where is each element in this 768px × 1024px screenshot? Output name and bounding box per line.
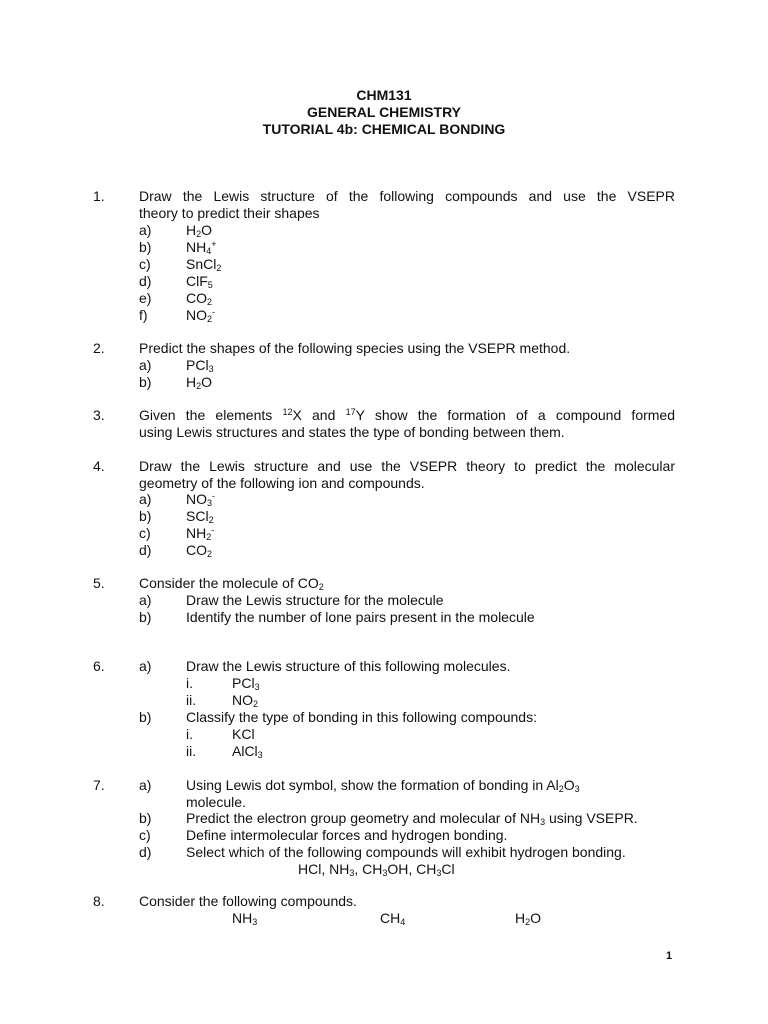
item-text: Classify the type of bonding in this following compounds:: [186, 709, 537, 725]
formula: $CO_2$: [186, 542, 213, 559]
item-label: d): [139, 273, 152, 289]
question-number: 8.: [93, 893, 105, 909]
item-text: Select which of the following compounds will exhibit hydrogen bonding.: [186, 844, 626, 860]
formula: $NH_4^+$: [186, 239, 217, 256]
formula: $NO_3^-$: [186, 491, 216, 508]
subitem-label: ii.: [186, 743, 197, 759]
item-label: a): [139, 491, 152, 507]
item-label: a): [139, 777, 152, 793]
item-label: a): [139, 658, 152, 674]
item-label: c): [139, 256, 151, 272]
item-label: a): [139, 222, 152, 238]
formula: $NO_2$: [232, 692, 259, 709]
formula: AlCl$_3$: [232, 743, 263, 760]
question-number: 4.: [93, 458, 105, 474]
item-label: b): [139, 508, 152, 524]
item-label: b): [139, 374, 152, 390]
item-text: Draw the Lewis structure for the molecule: [186, 592, 444, 608]
tutorial-title: TUTORIAL 4b: CHEMICAL BONDING: [262, 121, 506, 137]
item-text: Define intermolecular forces and hydrogen bonding.: [186, 827, 508, 843]
formula: $H_2O$: [515, 910, 542, 927]
item-text: Predict the electron group geometry and molecular of $NH_3$ using VSEPR.: [186, 810, 638, 827]
item-text: Using Lewis dot symbol, show the formation of bonding in $Al_2O_3$: [186, 777, 580, 794]
item-label: b): [139, 239, 152, 255]
item-label: b): [139, 609, 152, 625]
formula: $CH_4$: [380, 910, 406, 927]
formula: SCl$_2$: [186, 508, 214, 525]
item-text: Draw the Lewis structure of this following molecules.: [186, 658, 511, 674]
formula: PCl$_3$: [232, 675, 260, 692]
item-label: d): [139, 542, 152, 558]
question-number: 6.: [93, 658, 105, 674]
formula: ClF$_5$: [186, 273, 213, 290]
item-label: a): [139, 357, 152, 373]
item-label: c): [139, 525, 151, 541]
formula: $NH_3$: [232, 910, 258, 927]
formula: $NO_2^-$: [186, 307, 216, 324]
question-text: theory to predict their shapes: [139, 205, 320, 221]
compound-list: HCl, $NH_3$, $CH_3OH$, $CH_3Cl$: [298, 861, 455, 878]
subitem-label: i.: [186, 675, 193, 691]
subitem-label: i.: [186, 726, 193, 742]
item-label: f): [139, 307, 148, 323]
formula: $H_2O$: [186, 374, 213, 391]
item-text: Identify the number of lone pairs present in the molecule: [186, 609, 535, 625]
question-text: geometry of the following ion and compounds.: [139, 475, 425, 491]
question-text: Consider the following compounds.: [139, 893, 357, 909]
formula: PCl$_3$: [186, 357, 214, 374]
formula: $NH_2^-$: [186, 525, 215, 542]
item-label: d): [139, 844, 152, 860]
question-text: Draw the Lewis structure of the following compounds and use the VSEPR: [139, 188, 675, 204]
item-label: a): [139, 592, 152, 608]
formula: $H_2O$: [186, 222, 213, 239]
question-text: Given the elements $^{12}$X and $^{17}$Y show the formation of a compound formed: [139, 407, 676, 423]
question-text: Draw the Lewis structure and use the VSEPR theory to predict the molecular: [139, 458, 675, 474]
question-number: 2.: [93, 340, 105, 356]
subitem-label: ii.: [186, 692, 197, 708]
question-number: 3.: [93, 407, 105, 423]
question-text: using Lewis structures and states the type of bonding between them.: [139, 424, 565, 440]
question-number: 7.: [93, 777, 105, 793]
course-code: CHM131: [356, 87, 412, 103]
question-text: Predict the shapes of the following species using the VSEPR method.: [139, 340, 571, 356]
question-number: 1.: [93, 188, 105, 204]
item-label: e): [139, 290, 152, 306]
question-text: Consider the molecule of $CO_2$: [139, 575, 324, 592]
item-text: molecule.: [186, 794, 246, 810]
formula: $CO_2$: [186, 290, 213, 307]
item-label: c): [139, 827, 151, 843]
page-number: 1: [666, 950, 673, 962]
course-name: GENERAL CHEMISTRY: [306, 104, 461, 120]
item-label: b): [139, 810, 152, 826]
item-label: b): [139, 709, 152, 725]
question-number: 5.: [93, 575, 105, 591]
formula: KCl: [232, 726, 255, 742]
formula: SnCl$_2$: [186, 256, 222, 273]
